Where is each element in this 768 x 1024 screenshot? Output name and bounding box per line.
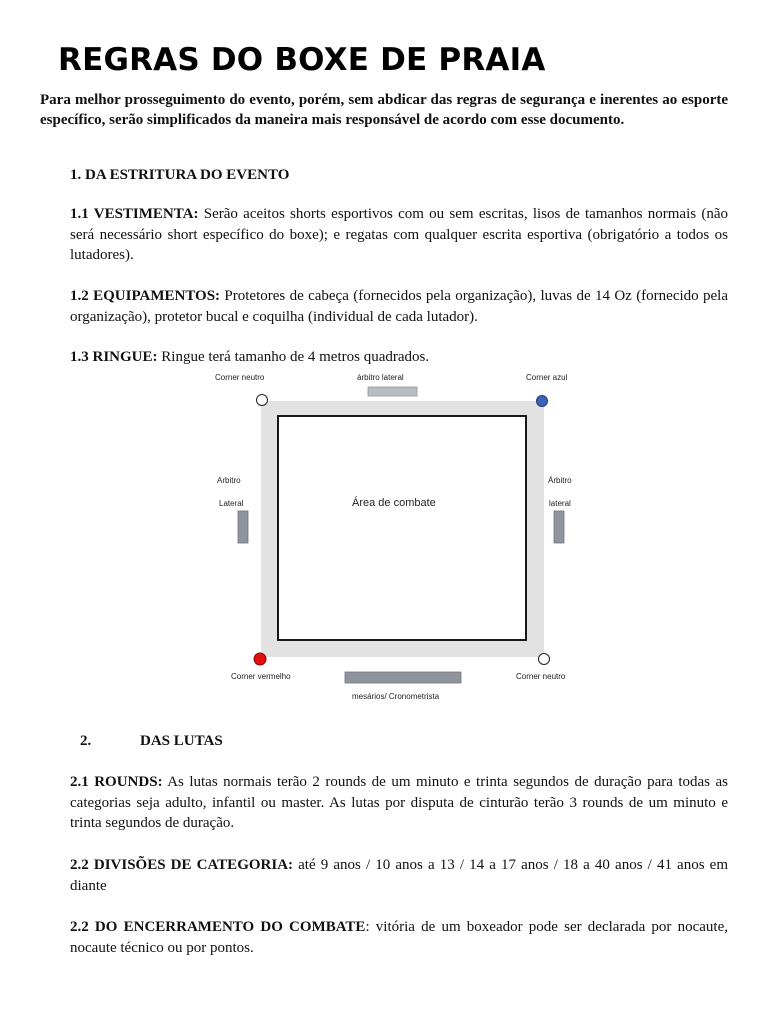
timekeeper-bench [345, 672, 461, 683]
judge-bench-left [238, 511, 248, 543]
corner-blue [537, 396, 548, 407]
section-1-1-paragraph [70, 204, 728, 266]
combat-area [278, 416, 526, 640]
section-2-2-label: 2.2 DIVISÕES DE CATEGORIA: [70, 857, 294, 873]
label-arbitro-top: árbitro lateral [357, 373, 404, 382]
label-combat-area: Área de combate [352, 497, 436, 509]
section-1-1-label: 1.1 VESTIMENTA: [70, 206, 199, 222]
intro-paragraph: Para melhor prosseguimento do evento, porém, sem abdicar das regras de segurança e inerentes ao esporte específico, serão simplificados da maneira mais responsável de acordo com esse documento. [40, 92, 728, 128]
section-1-2-paragraph [70, 286, 728, 327]
section-1-2-label: 1.2 EQUIPAMENTOS: [70, 288, 221, 304]
judge-bench-top [368, 387, 417, 396]
label-mesarios: mesários/ Cronometrista [352, 692, 440, 701]
judge-bench-right [554, 511, 564, 543]
section-2-3-label: 2.2 DO ENCERRAMENTO DO COMBATE [70, 919, 366, 935]
section-1-3-paragraph [70, 347, 728, 368]
section-2-1-label: 2.1 ROUNDS: [70, 774, 163, 790]
label-arbitro-left-2: Lateral [219, 499, 244, 508]
label-arbitro-right-1: Árbitro [548, 476, 572, 485]
label-corner-top-left: Corner neutro [215, 373, 265, 382]
section-1-1-text: Serão aceitos shorts esportivos com ou sem escritas, lisos de tamanhos normais (não será necessário short específico do boxe); e regatas com qualquer escrita esportiva (obrigatório a todos os lutadores). [70, 206, 728, 263]
page-title: REGRAS DO BOXE DE PRAIA [58, 42, 546, 78]
label-arbitro-left-1: Arbitro [217, 476, 241, 485]
label-arbitro-right-2: lateral [549, 499, 571, 508]
section-2-3-text: : vitória de um boxeador pode ser declarada por nocaute, nocaute técnico ou por pontos. [70, 919, 728, 956]
section-2-heading-number: 2. [80, 733, 92, 749]
section-1-3-label: 1.3 RINGUE: [70, 349, 158, 365]
section-1-3-text: Ringue terá tamanho de 4 metros quadrados. [157, 349, 430, 365]
section-1-2-text: Protetores de cabeça (fornecidos pela organização), luvas de 14 Oz (fornecido pela organização), protetor bucal e coquilha (individual de cada lutador). [70, 288, 728, 325]
section-2-2-paragraph [70, 855, 728, 896]
label-corner-bottom-right: Corner neutro [516, 672, 566, 681]
section-2-1-paragraph [70, 772, 728, 834]
corner-neutral-bottom-right [539, 654, 550, 665]
corner-neutral-top-left [257, 395, 268, 406]
section-2-heading: DAS LUTAS [140, 733, 223, 749]
ring-diagram [200, 368, 600, 708]
label-corner-blue: Corner azul [526, 373, 568, 382]
section-1-heading: 1. DA ESTRITURA DO EVENTO [70, 167, 290, 183]
corner-red [254, 653, 266, 665]
label-corner-red: Corner vermelho [231, 672, 291, 681]
section-2-3-paragraph [70, 917, 728, 958]
section-2-1-text: As lutas normais terão 2 rounds de um minuto e trinta segundos de duração para todas as categorias seja adulto, infantil ou master. As lutas por disputa de cinturão terão 3 rounds de um minuto e trinta segundos de duração. [70, 774, 728, 831]
section-2-2-text: até 9 anos / 10 anos a 13 / 14 a 17 anos / 18 a 40 anos / 41 anos em diante [70, 857, 728, 894]
